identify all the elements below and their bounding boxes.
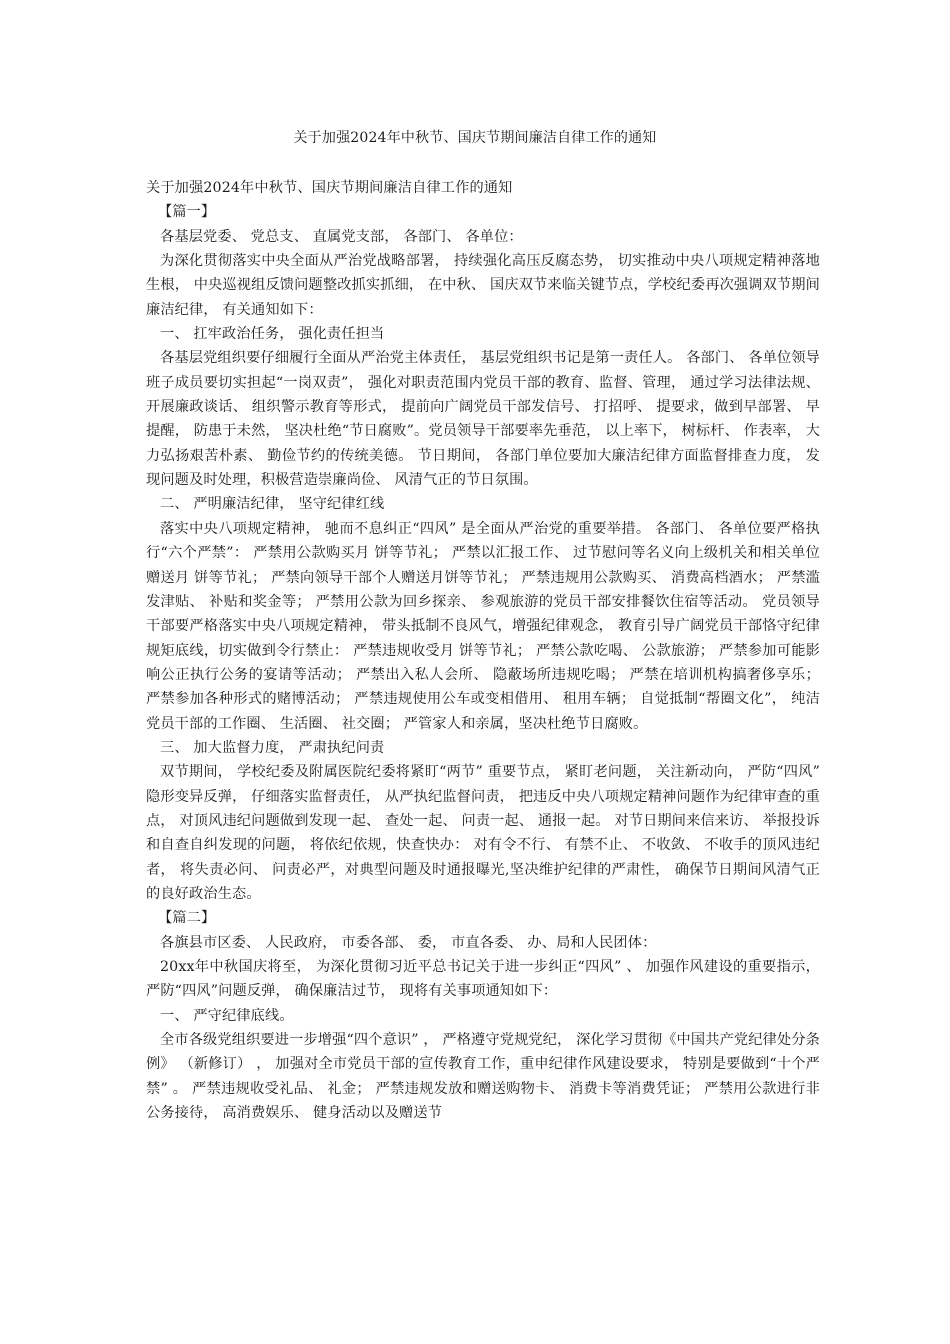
part1-section2-heading: 二、 严明廉洁纪律， 坚守纪律红线	[160, 496, 385, 513]
document-subtitle: 关于加强2024年中秋节、国庆节期间廉洁自律工作的通知	[146, 180, 513, 196]
part2-section1-heading: 一、 严守纪律底线。	[160, 1007, 294, 1024]
part1-section1-body: 各基层党组织要仔细履行全面从严治党主体责任， 基层党组织书记是第一责任人。 各部门、 各单位领导班子成员要切实担起“一岗双责”， 强化对职责范围内党员干部的教育、监督、管理， 通过学习法律法规、 开展廉政谈话、 组织警示教育等形式， 提前向广阔党员干部发信号、 打招呼、 提要求，做到早部署、 早提醒， 防患于未然， 坚决杜绝“节日腐败”。党员领导干部要率先垂范， 以上率下， 树标杆、 作表率， 大力弘扬艰苦朴素、 勤俭节约的传统美德。 节日期间， 各部门单位要加大廉洁纪律方面监督排查力度， 发现问题及时处理，积极营造崇廉尚俭、 风清气正的节日氛围。	[146, 350, 820, 489]
part1-section3-body: 双节期间， 学校纪委及附属医院纪委将紧盯“两节” 重要节点， 紧盯老问题， 关注新动向， 严防“四风” 隐形变异反弹， 仔细落实监督责任， 从严执纪监督问责， 把违反中央八项规定精神问题作为纪律审查的重点， 对顶风违纪问题做到发现一起、 查处一起、 问责一起、 通报一起。 对节日期间来信来访、 举报投诉和自查自纠发现的问题， 将依纪依规，快查快办： 对有令不行、 有禁不止、 不收敛、 不收手的顶风违纪者， 将失责必问、 问责必严，对典型问题及时通报曝光,坚决维护纪律的严肃性， 确保节日期间风清气正的良好政治生态。	[146, 764, 820, 902]
page-title: 关于加强2024年中秋节、国庆节期间廉洁自律工作的通知	[293, 130, 657, 146]
part1-section1-heading: 一、 扛牢政治任务， 强化责任担当	[160, 326, 385, 343]
document-body	[146, 176, 820, 1125]
part1-salutation: 各基层党委、 党总支、 直属党支部， 各部门、 各单位：	[160, 228, 523, 245]
part1-section2-body: 落实中央八项规定精神， 驰而不息纠正“四风” 是全面从严治党的重要举措。 各部门、 各单位要严格执行“六个严禁”： 严禁用公款购买月 饼等节礼； 严禁以汇报工作、 过节慰问等名义向上级机关和相关单位赠送月 饼等节礼； 严禁向领导干部个人赠送月饼等节礼； 严禁违规用公款购买、 消费高档酒水； 严禁滥发津贴、 补贴和奖金等； 严禁用公款为回乡探亲、 参观旅游的党员干部安排餐饮住宿等活动。 党员领导干部要严格落实中央八项规定精神， 带头抵制不良风气，增强纪律观念， 教育引导广阔党员干部恪守纪律规矩底线，切实做到令行禁止： 严禁违规收受月 饼等节礼； 严禁公款吃喝、 公款旅游； 严禁参加可能影响公正执行公务的宴请等活动； 严禁出入私人会所、 隐蔽场所违规吃喝； 严禁在培训机构搞奢侈享乐； 严禁参加各种形式的赌博活动； 严禁违规使用公车或变相借用、 租用车辆； 自觉抵制“帮圈文化”， 纯洁党员干部的工作圈、 生活圈、 社交圈； 严管家人和亲属，坚决杜绝节日腐败。	[146, 520, 820, 732]
part1-intro: 为深化贯彻落实中央全面从严治党战略部署， 持续强化高压反腐态势， 切实推动中央八项规定精神落地生根， 中央巡视组反馈问题整改抓实抓细， 在中秋、 国庆双节来临关键节点，学校纪委再次强调双节期间廉洁纪律， 有关通知如下：	[146, 253, 820, 318]
part1-label: 【篇一】	[158, 204, 216, 221]
part2-salutation: 各旗县市区委、 人民政府， 市委各部、 委， 市直各委、 办、局和人民团体：	[160, 934, 657, 951]
part1-section3-heading: 三、 加大监督力度， 严肃执纪问责	[160, 739, 385, 756]
part2-intro: 20xx年中秋国庆将至， 为深化贯彻习近平总书记关于进一步纠正“四风” 、 加强作风建设的重要指示， 严防“四风”问题反弹， 确保廉洁过节， 现将有关事项通知如下：	[146, 959, 820, 1000]
part2-section1-body: 全市各级党组织要进一步增强“四个意识” ， 严格遵守党规党纪， 深化学习贯彻《中国共产党纪律处分条例》 （新修订） ， 加强对全市党员干部的宣传教育工作，重申纪律作风建设要求， 特别是要做到“十个严禁” 。 严禁违规收受礼品、 礼金； 严禁违规发放和赠送购物卡、 消费卡等消费凭证； 严禁用公款进行非公务接待， 高消费娱乐、 健身活动以及赠送节	[146, 1032, 820, 1122]
part2-label: 【篇二】	[158, 910, 216, 927]
